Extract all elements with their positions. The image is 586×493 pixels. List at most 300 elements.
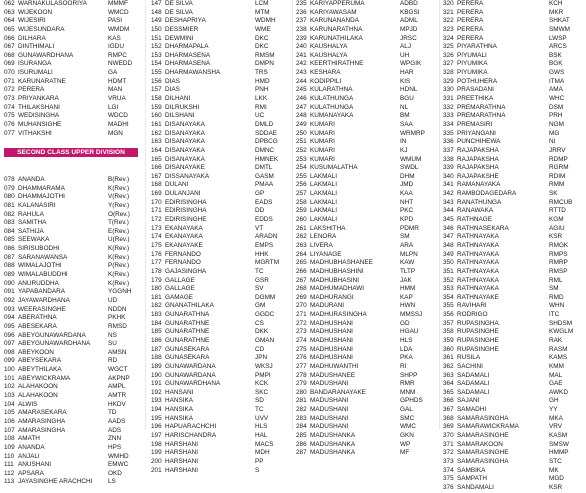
- entry-initials: MF: [400, 449, 410, 457]
- entry-number: 331: [443, 95, 454, 103]
- entry-surname: APSARA: [18, 469, 44, 477]
- entry-initials: PMAA: [255, 181, 274, 189]
- entry-initials: RDMP: [549, 155, 568, 163]
- entry-initials: UH: [400, 51, 410, 59]
- entry-surname: RATHNASEKARA: [457, 224, 509, 232]
- entry-number: 332: [443, 103, 454, 111]
- entry-initials: HPS: [108, 443, 122, 451]
- entry-initials: KAW: [400, 259, 415, 267]
- entry-surname: MADHUSHANI: [310, 319, 353, 327]
- entry-number: 270: [296, 302, 307, 310]
- list-item: [4, 427, 144, 436]
- list-item: [443, 17, 585, 26]
- entry-surname: FERNANDO: [165, 250, 201, 258]
- entry-surname: HANSIKA: [165, 414, 194, 422]
- list-item: [296, 0, 438, 9]
- entry-surname: RANAWAKA: [457, 207, 494, 215]
- entry-surname: MADUSHANI: [310, 380, 349, 388]
- entry-surname: MADUSHANI: [310, 406, 349, 414]
- entry-number: 160: [151, 112, 162, 120]
- entry-surname: EKANAYAKE: [165, 241, 203, 249]
- entry-initials: KSR: [549, 233, 563, 241]
- entry-surname: RUSILA: [457, 354, 481, 362]
- entry-surname: KEERTHIRATHNE: [310, 60, 364, 68]
- entry-number: 162: [151, 129, 162, 137]
- entry-initials: MKR: [549, 8, 564, 16]
- entry-initials: BSK: [549, 51, 562, 59]
- list-item: [151, 277, 291, 286]
- entry-surname: KUMARI: [310, 155, 335, 163]
- list-item: [296, 415, 438, 424]
- list-item: [296, 164, 438, 173]
- entry-initials: VT: [255, 224, 264, 232]
- list-item: [4, 43, 144, 52]
- entry-initials: OKD: [108, 469, 122, 477]
- entry-number: 071: [4, 77, 15, 85]
- entry-number: 175: [151, 241, 162, 249]
- entry-initials: KGM: [549, 216, 564, 224]
- entry-surname: RAJAPAKSHE: [457, 172, 499, 180]
- entry-number: 147: [151, 0, 162, 7]
- entry-surname: RAMBODAGEDARA: [457, 190, 517, 198]
- entry-surname: PERERA: [457, 34, 484, 42]
- entry-initials: KPD: [400, 216, 414, 224]
- entry-number: 185: [151, 328, 162, 336]
- entry-initials: GMAN: [255, 336, 275, 344]
- entry-number: 376: [443, 483, 454, 491]
- entry-initials: CS: [255, 319, 264, 327]
- entry-surname: KULARATHNA: [310, 86, 353, 94]
- entry-initials: KIS: [400, 77, 411, 85]
- entry-surname: MADHURANGI: [310, 293, 354, 301]
- entry-number: 337: [443, 146, 454, 154]
- entry-initials: SKC: [255, 388, 269, 396]
- entry-number: 274: [296, 336, 307, 344]
- list-item: [296, 130, 438, 139]
- entry-initials: RMI: [255, 103, 267, 111]
- entry-surname: RATHNAYAKA: [457, 285, 499, 293]
- list-item: [151, 242, 291, 251]
- entry-surname: RAJAPAKSHA: [457, 155, 499, 163]
- list-item: [296, 207, 438, 216]
- entry-number: 174: [151, 233, 162, 241]
- list-item: [151, 78, 291, 87]
- entry-number: 285: [296, 432, 307, 440]
- entry-surname: THILAKSHANI: [18, 103, 60, 111]
- entry-initials: MMSSJ: [400, 311, 423, 319]
- entry-number: 354: [443, 293, 454, 301]
- entry-surname: ANUSHANI: [18, 461, 52, 469]
- list-item: [4, 176, 144, 185]
- entry-surname: MADHUSHANI: [310, 336, 353, 344]
- entry-initials: WGCT: [108, 366, 128, 374]
- list-item: [296, 43, 438, 52]
- entry-initials: KSR: [549, 483, 563, 491]
- list-item: [4, 418, 144, 427]
- entry-initials: WMDM: [108, 25, 130, 33]
- entry-surname: KULATHUNGA: [310, 95, 354, 103]
- entry-number: 328: [443, 69, 454, 77]
- list-item: [151, 69, 291, 78]
- entry-initials: AMSN: [108, 348, 127, 356]
- entry-number: 372: [443, 449, 454, 457]
- entry-surname: GUNARATHNE: [165, 336, 210, 344]
- entry-initials: PKHK: [108, 314, 126, 322]
- entry-surname: EDIRISINGHA: [165, 198, 207, 206]
- entry-number: 196: [151, 423, 162, 431]
- list-item: [296, 242, 438, 251]
- entry-initials: GM: [255, 302, 266, 310]
- entry-number: 076: [4, 120, 15, 128]
- list-item: [443, 69, 585, 78]
- list-column-1-first-class: [4, 0, 144, 138]
- entry-number: 199: [151, 449, 162, 457]
- entry-initials: RMSM: [255, 51, 275, 59]
- list-item: [151, 397, 291, 406]
- entry-initials: KAA: [400, 190, 413, 198]
- entry-number: 267: [296, 276, 307, 284]
- entry-initials: RMSD: [108, 322, 127, 330]
- list-item: [443, 78, 585, 87]
- entry-surname: PERERA: [18, 86, 45, 94]
- entry-initials: BGU: [400, 95, 414, 103]
- entry-number: 073: [4, 95, 15, 103]
- entry-number: 359: [443, 336, 454, 344]
- entry-initials: ZNN: [108, 435, 122, 443]
- list-item: [296, 9, 438, 18]
- entry-surname: LAKSHITHA: [310, 224, 346, 232]
- entry-initials: TD: [108, 409, 117, 417]
- entry-initials: RML: [549, 276, 563, 284]
- entry-number: 248: [296, 112, 307, 120]
- list-item: [443, 199, 585, 208]
- list-item: [296, 233, 438, 242]
- entry-number: 323: [443, 25, 454, 33]
- entry-initials: JPN: [255, 354, 268, 362]
- entry-number: 108: [4, 435, 15, 443]
- entry-surname: MADUSHANI: [310, 414, 349, 422]
- section-header-second-class-upper: SECOND CLASS UPPER DIVISION: [4, 148, 138, 157]
- list-item: [4, 202, 144, 211]
- list-item: [151, 199, 291, 208]
- entry-surname: DISANAYAKA: [165, 146, 205, 154]
- list-item: [443, 380, 585, 389]
- entry-surname: SEEWAKA: [18, 236, 50, 244]
- list-item: [443, 328, 585, 337]
- entry-number: 093: [4, 305, 15, 313]
- entry-surname: ABEYTHILAKA: [18, 366, 62, 374]
- list-item: [443, 95, 585, 104]
- entry-surname: SAMARASINGHE: [457, 432, 509, 440]
- entry-number: 086: [4, 245, 15, 253]
- entry-number: 284: [296, 423, 307, 431]
- list-item: [296, 26, 438, 35]
- entry-surname: RATHNAYAKA: [457, 250, 499, 258]
- entry-surname: SAMARASINGHA: [457, 457, 509, 465]
- entry-surname: RATHNAYAKA: [457, 267, 499, 275]
- list-item: [151, 26, 291, 35]
- list-column-4: [443, 0, 585, 493]
- list-item: [296, 311, 438, 320]
- entry-initials: GASM: [255, 172, 274, 180]
- entry-number: 261: [296, 224, 307, 232]
- entry-number: 339: [443, 164, 454, 172]
- list-item: [443, 216, 585, 225]
- entry-number: 166: [151, 164, 162, 172]
- list-item: [443, 363, 585, 372]
- list-item: [151, 432, 291, 441]
- entry-surname: RUPASINGHE: [457, 336, 499, 344]
- list-item: [296, 251, 438, 260]
- entry-initials: MPJD: [400, 25, 418, 33]
- entry-initials: PP: [255, 457, 264, 465]
- entry-surname: DHARMAPALA: [165, 43, 209, 51]
- entry-surname: RAVIHARI: [457, 302, 487, 310]
- entry-initials: YY: [549, 406, 558, 414]
- entry-surname: FERNANDO: [165, 259, 201, 267]
- entry-number: 158: [151, 95, 162, 103]
- entry-number: 246: [296, 95, 307, 103]
- entry-surname: DINTHIMALI: [18, 43, 55, 51]
- entry-number: 255: [296, 172, 307, 180]
- entry-number: 187: [151, 345, 162, 353]
- entry-surname: WIJESIRI: [18, 17, 46, 25]
- list-item: [4, 470, 144, 479]
- entry-number: 275: [296, 345, 307, 353]
- entry-number: 321: [443, 8, 454, 16]
- entry-number: 324: [443, 34, 454, 42]
- entry-surname: BANDARANAYAKE: [310, 388, 366, 396]
- entry-surname: WIJEKOON: [18, 8, 53, 16]
- entry-initials: KBGSI: [400, 8, 420, 16]
- entry-initials: PKA: [400, 354, 413, 362]
- entry-surname: PREMASIRI: [457, 120, 493, 128]
- list-item: [151, 35, 291, 44]
- entry-surname: YAPABANDARA: [18, 288, 65, 296]
- entry-initials: SD: [255, 397, 264, 405]
- list-item: [151, 389, 291, 398]
- entry-initials: MGN: [108, 129, 123, 137]
- entry-number: 349: [443, 250, 454, 258]
- entry-number: 074: [4, 103, 15, 111]
- entry-surname: GALLAGE: [165, 276, 195, 284]
- entry-number: 364: [443, 380, 454, 388]
- entry-initials: RAK: [549, 336, 563, 344]
- list-item: [443, 294, 585, 303]
- entry-surname: PIYUMIKA: [457, 60, 488, 68]
- entry-initials: U(Rev.): [108, 236, 130, 244]
- entry-initials: WPGIK: [400, 60, 422, 68]
- entry-initials: NS: [108, 331, 117, 339]
- list-item: [4, 271, 144, 280]
- list-item: [443, 311, 585, 320]
- entry-initials: GWS: [549, 69, 565, 77]
- entry-surname: GALLAGE: [165, 285, 195, 293]
- entry-number: 113: [4, 478, 15, 486]
- entry-number: 250: [296, 129, 307, 137]
- list-item: [151, 60, 291, 69]
- entry-initials: SU: [108, 340, 117, 348]
- entry-number: 262: [296, 233, 307, 241]
- entry-initials: HHK: [255, 250, 269, 258]
- entry-number: 109: [4, 443, 15, 451]
- entry-surname: HANSIKA: [165, 397, 194, 405]
- list-item: [151, 406, 291, 415]
- list-item: [151, 207, 291, 216]
- entry-initials: KMM: [549, 362, 564, 370]
- entry-surname: MADHUBHASINI: [310, 276, 360, 284]
- entry-surname: WIMALABUDDHI: [18, 271, 68, 279]
- entry-number: 280: [296, 388, 307, 396]
- list-item: [443, 26, 585, 35]
- entry-number: 106: [4, 417, 15, 425]
- entry-initials: SM: [549, 285, 559, 293]
- entry-number: 177: [151, 259, 162, 267]
- list-item: [443, 60, 585, 69]
- list-item: [296, 95, 438, 104]
- entry-initials: ITC: [549, 311, 560, 319]
- list-item: [296, 190, 438, 199]
- list-item: [443, 35, 585, 44]
- list-item: [443, 121, 585, 130]
- entry-surname: EKANAYAKA: [165, 224, 203, 232]
- entry-number: 197: [151, 432, 162, 440]
- entry-number: 170: [151, 198, 162, 206]
- entry-surname: ABEYGUNAWARDANA: [18, 331, 86, 339]
- list-item: [151, 17, 291, 26]
- entry-initials: AADS: [108, 417, 126, 425]
- entry-surname: MUHANSIGHE: [18, 120, 62, 128]
- list-item: [151, 130, 291, 139]
- entry-surname: GUNAWARDHANA: [165, 380, 221, 388]
- entry-surname: DISSANAYAKA: [165, 172, 210, 180]
- entry-surname: DULANJANI: [165, 190, 201, 198]
- entry-surname: DHAMMAJOTHI: [18, 193, 65, 201]
- entry-number: 172: [151, 216, 162, 224]
- entry-number: 253: [296, 155, 307, 163]
- entry-surname: PERERA: [457, 17, 484, 25]
- entry-initials: JRSC: [400, 34, 417, 42]
- entry-number: 249: [296, 120, 307, 128]
- entry-initials: WDCD: [108, 112, 128, 120]
- list-item: [151, 112, 291, 121]
- list-item: [4, 357, 144, 366]
- entry-initials: LCM: [255, 0, 269, 7]
- entry-number: 090: [4, 279, 15, 287]
- entry-surname: AMARASINGHA: [18, 426, 66, 434]
- entry-initials: GAE: [549, 380, 563, 388]
- entry-surname: WEERASINGHE: [18, 305, 66, 313]
- list-item: [443, 43, 585, 52]
- list-item: [443, 389, 585, 398]
- entry-surname: GUNASEKARA: [165, 354, 210, 362]
- entry-number: 194: [151, 406, 162, 414]
- entry-surname: GNANATHILAKA: [165, 302, 214, 310]
- entry-surname: SAMPATH: [457, 475, 487, 483]
- entry-surname: RAJAPAKSHA: [457, 146, 499, 154]
- entry-initials: YGGNH: [108, 288, 132, 296]
- entry-initials: HDMT: [108, 77, 127, 85]
- list-item: [443, 441, 585, 450]
- entry-number: 103: [4, 392, 15, 400]
- entry-initials: SWDL: [400, 164, 419, 172]
- entry-surname: DE SILVA: [165, 8, 193, 16]
- entry-surname: SACHINI: [457, 362, 483, 370]
- list-item: [443, 475, 585, 484]
- entry-initials: CD: [255, 345, 265, 353]
- entry-initials: RTTD: [549, 207, 566, 215]
- list-item: [4, 401, 144, 410]
- entry-number: 243: [296, 69, 307, 77]
- entry-initials: GAL: [400, 406, 413, 414]
- entry-number: 373: [443, 457, 454, 465]
- entry-number: 065: [4, 25, 15, 33]
- entry-number: 173: [151, 224, 162, 232]
- entry-surname: VITHAKSHI: [18, 129, 52, 137]
- list-item: [4, 185, 144, 194]
- entry-initials: K(Rev.): [108, 253, 130, 261]
- entry-surname: GUNASEKARA: [165, 345, 210, 353]
- entry-initials: STC: [549, 457, 562, 465]
- entry-number: 192: [151, 388, 162, 396]
- entry-initials: KWGLM: [549, 328, 574, 336]
- list-item: [443, 337, 585, 346]
- entry-surname: DISANAYAKA: [165, 138, 205, 146]
- entry-surname: RATHNAGE: [457, 216, 493, 224]
- entry-number: 333: [443, 112, 454, 120]
- entry-surname: DHARMAWANSHA: [165, 69, 221, 77]
- entry-number: 159: [151, 103, 162, 111]
- entry-surname: KARUNARATHNA: [310, 25, 363, 33]
- list-item: [443, 277, 585, 286]
- list-item: [151, 372, 291, 381]
- entry-number: 260: [296, 216, 307, 224]
- entry-initials: WKSJ: [255, 362, 273, 370]
- entry-number: 251: [296, 138, 307, 146]
- entry-surname: ANJALI: [18, 452, 40, 460]
- list-item: [151, 328, 291, 337]
- entry-initials: PRH: [549, 112, 563, 120]
- list-item: [151, 104, 291, 113]
- entry-initials: SHPP: [400, 371, 418, 379]
- entry-surname: RAHULA: [18, 210, 44, 218]
- entry-number: 371: [443, 440, 454, 448]
- list-item: [296, 199, 438, 208]
- list-item: [296, 302, 438, 311]
- entry-number: 099: [4, 357, 15, 365]
- list-item: [296, 406, 438, 415]
- entry-number: 357: [443, 319, 454, 327]
- list-item: [296, 17, 438, 26]
- list-item: [151, 363, 291, 372]
- entry-initials: K(Rev.): [108, 184, 130, 192]
- entry-surname: EKANAYAKA: [165, 233, 203, 241]
- entry-number: 238: [296, 25, 307, 33]
- entry-surname: RATHNAYAKA: [457, 259, 499, 267]
- entry-number: 326: [443, 51, 454, 59]
- list-item: [151, 138, 291, 147]
- entry-initials: VRV: [549, 423, 563, 431]
- entry-surname: GAMAGE: [165, 293, 194, 301]
- entry-initials: UD: [108, 296, 118, 304]
- entry-initials: ARA: [400, 241, 414, 249]
- entry-number: 343: [443, 198, 454, 206]
- entry-surname: SAMITHA: [18, 219, 47, 227]
- entry-surname: KUMARI: [310, 120, 335, 128]
- entry-number: 063: [4, 8, 15, 16]
- list-item: [443, 156, 585, 165]
- entry-initials: PKC: [400, 207, 414, 215]
